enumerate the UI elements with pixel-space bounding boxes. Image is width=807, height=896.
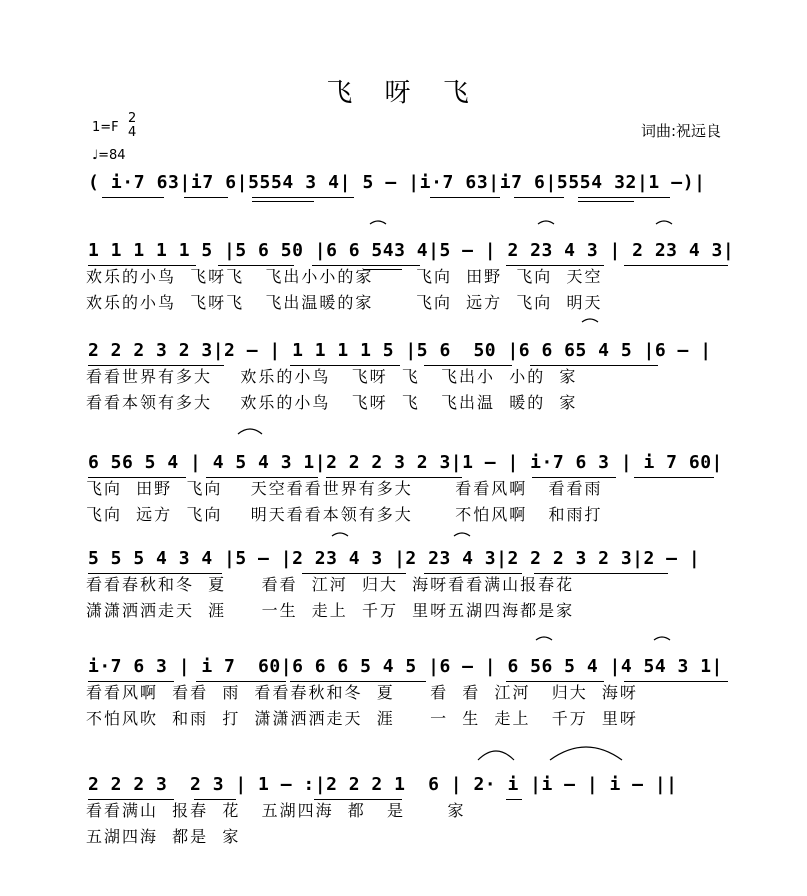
slur xyxy=(538,221,554,224)
lyrics-verse-2: 看看本领有多大 欢乐的小鸟 飞呀 飞 飞出温 暖的 家 xyxy=(86,393,578,412)
lyrics-verse-2: 潇潇洒洒走天 涯 一生 走上 千万 里呀五湖四海都是家 xyxy=(86,601,575,620)
lyrics-verse-1: 看看风啊 看看 雨 看看春秋和冬 夏 看 看 江河 归大 海呀 xyxy=(86,683,638,702)
underline xyxy=(430,197,500,198)
lyrics-verse-2: 飞向 远方 飞向 明天看看本领有多大 不怕风啊 和雨打 xyxy=(86,505,603,524)
lyrics-verse-2: 五湖四海 都是 家 xyxy=(86,827,241,846)
slur xyxy=(370,221,386,224)
lyrics-verse-1: 欢乐的小鸟 飞呀飞 飞出小小的家 飞向 田野 飞向 天空 xyxy=(86,267,603,286)
slur xyxy=(656,221,672,224)
time-signature xyxy=(128,112,136,140)
slur xyxy=(238,429,262,434)
notation-line: 5 5 5 4 3 4 |5 – |2 23 4 3 |2 23 4 3|2 2 2 3 2 3|2 – | xyxy=(88,548,701,569)
underline xyxy=(184,197,228,198)
time-signature-bottom: 4 xyxy=(128,125,137,140)
slur xyxy=(536,637,552,640)
underline xyxy=(514,197,564,198)
slur xyxy=(454,533,470,536)
slur xyxy=(582,319,598,322)
tempo-marking: ♩=84 xyxy=(92,148,126,163)
slur xyxy=(478,751,514,760)
lyrics-verse-1: 看看世界有多大 欢乐的小鸟 飞呀 飞 飞出小 小的 家 xyxy=(86,367,578,386)
notation-line: ( i·7 63|i7 6|5554 3 4| 5 – |i·7 63|i7 6|5554 32|1 –)| xyxy=(88,172,706,193)
slur xyxy=(550,747,622,760)
lyrics-verse-2: 欢乐的小鸟 飞呀飞 飞出温暖的家 飞向 远方 飞向 明天 xyxy=(86,293,603,312)
time-signature-top: 2 xyxy=(128,111,137,126)
notation-line: 1 1 1 1 1 5 |5 6 50 |6 6 543 4|5 – | 2 23 4 3 | 2 23 4 3| xyxy=(88,240,735,261)
composer-credit: 词曲:祝远良 xyxy=(640,122,721,140)
lyrics-verse-2: 不怕风吹 和雨 打 潇潇洒洒走天 涯 一 生 走上 千万 里呀 xyxy=(86,709,638,728)
song-title: 飞 呀 飞 xyxy=(326,78,481,108)
score-line-intro xyxy=(0,172,807,212)
lyrics-verse-1: 飞向 田野 飞向 天空看看世界有多大 看看风啊 看看雨 xyxy=(86,479,603,498)
underline xyxy=(252,197,354,198)
notation-line: 6 56 5 4 | 4 5 4 3 1|2 2 2 3 2 3|1 – | i·7 6 3 | i 7 60| xyxy=(88,452,723,473)
underline xyxy=(578,197,670,198)
slur xyxy=(654,637,670,640)
notation-line: i·7 6 3 | i 7 60|6 6 6 5 4 5 |6 – | 6 56 5 4 |4 54 3 1| xyxy=(88,656,723,677)
slur xyxy=(332,533,348,536)
underline xyxy=(102,197,164,198)
key-signature: 1=F xyxy=(92,120,119,135)
notation-line: 2 2 2 3 2 3 | 1 – :|2 2 2 1 6 | 2· i |i – | i – || xyxy=(88,774,678,795)
notation-line: 2 2 2 3 2 3|2 – | 1 1 1 1 5 |5 6 50 |6 6 65 4 5 |6 – | xyxy=(88,340,712,361)
lyrics-verse-1: 看看春秋和冬 夏 看看 江河 归大 海呀看看满山报春花 xyxy=(86,575,575,594)
underline xyxy=(252,201,314,202)
lyrics-verse-1: 看看满山 报春 花 五湖四海 都 是 家 xyxy=(86,801,466,820)
underline xyxy=(578,201,634,202)
